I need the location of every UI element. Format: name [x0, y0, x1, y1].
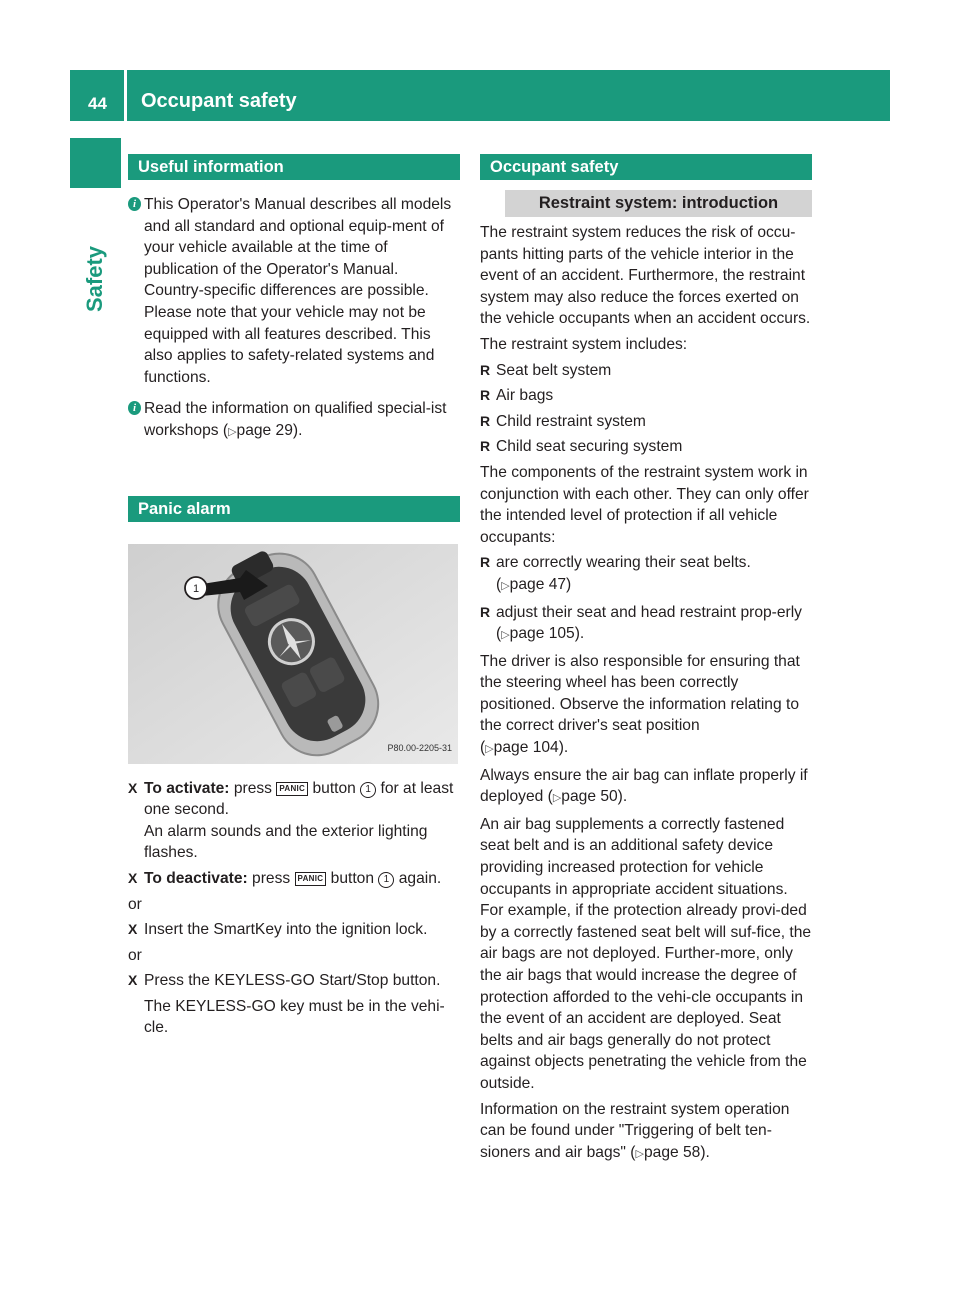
bullet-icon: R [480, 554, 491, 571]
header-title: Occupant safety [141, 90, 297, 112]
page-link[interactable]: page 105 [509, 625, 575, 643]
page-ref-arrow-icon: ▷ [228, 425, 237, 438]
list-item: R are correctly wearing their seat belts. (▷page 47) [480, 554, 751, 593]
bullet-icon: R [480, 603, 491, 620]
info-note [128, 398, 460, 443]
left-column [128, 154, 460, 1039]
step-arrow-icon: X [128, 779, 138, 796]
paragraph: Always ensure the air bag can inflate properly if deployed (▷page 50). [480, 766, 808, 806]
info-note-text: This Operator's Manual describes all models and all standard and optional equip-ment of your vehicle available at the time of publication of the Operator's Manual. Country-specific differences are possible. Please note that your vehicle may not be equipped with all features described. This also applies to safety-related systems and functions. [144, 196, 452, 386]
section-tab-label: Safety [82, 245, 108, 313]
step-arrow-icon: X [128, 869, 138, 886]
occupant-safety-heading: Occupant safety [480, 154, 812, 180]
figure-code: P80.00-2205-31 [387, 742, 452, 753]
paragraph: Information on the restraint system operation can be found under "Triggering of belt ten-sioners and air bags" (▷page 58). [480, 1100, 790, 1161]
or-text: or [128, 946, 142, 964]
paragraph: The components of the restraint system work in conjunction with each other. They can only offer the intended level of protection if all vehicle occupants: [480, 463, 809, 546]
paragraph: The driver is also responsible for ensuring that the steering wheel has been correctly positioned. Observe the information relating to the correct driver's seat position [480, 652, 800, 735]
bullet-icon: R [480, 412, 491, 429]
paragraph: The restraint system includes: [480, 335, 688, 353]
list-item: R Child seat securing system [480, 436, 812, 458]
bullet-icon: R [480, 361, 491, 378]
page-link[interactable]: page 58 [643, 1143, 701, 1161]
panic-button-icon: PANIC [276, 782, 308, 796]
step-press-button: X Press the KEYLESS-GO Start/Stop button. The KEYLESS-GO key must be in the vehi-cle. [128, 970, 460, 1039]
right-column: Occupant safety Restraint system: introduction The restraint system reduces the risk of occu-pants hitting parts of the vehicle interior in the event of an accident. Furthermore, the restraint system may also reduce the forces exerted on the vehicle occupants when an accident occurs. The restraint system includes: R Seat belt system R Air bags R Child restraint system R Child seat securing system The components of the restraint system work in conjunction with each other. They can only offer the intended level of protection if all vehicle occupants: R are correctly wearing their seat belts. (▷page 47) R adjust their seat and head restraint prop-erly (▷page 105). The driver is also responsible for ensuring that the steering wheel has been correctly positioned. Observe the information relating to the correct driver's seat position (▷page 104). Always ensure the air bag can inflate properly if deployed (▷page 50). An air bag supplements a correctly fastened seat belt and is an additional safety device providing increased protection for vehicle occupants in appropriate accident situations. For example, if the protection already provi-ded by a correctly fastened seat belt will suf-fice, the air bags are not deployed. Further-more, only the air bags that would increase the degree of protection afforded to the vehi-cle occupants in the event of an accident are deployed. Seat belts and air bags generally do not protect against objects penetrating the vehicle from the outside. Information on the restraint system operation can be found under "Triggering of belt ten-sioners and air bags" (▷page 58). [480, 154, 812, 1165]
page-ref-arrow-icon: ▷ [635, 1147, 644, 1160]
callout-1-icon: 1 [360, 782, 376, 798]
restraint-intro-heading: Restraint system: introduction [505, 190, 812, 217]
page-header [70, 70, 890, 121]
step-arrow-icon: X [128, 972, 138, 989]
info-icon: i [128, 401, 141, 415]
callout-1-icon: 1 [378, 872, 394, 888]
page-ref-arrow-icon: ▷ [501, 629, 510, 642]
smartkey-figure [128, 544, 458, 764]
bullet-icon: R [480, 438, 491, 455]
panic-alarm-heading: Panic alarm [128, 496, 460, 522]
useful-info-heading: Useful information [128, 154, 460, 180]
list-item: R adjust their seat and head restraint prop-erly (▷page 105). [480, 603, 802, 643]
page-link[interactable]: page 104 [493, 739, 559, 757]
info-note-text: Read the information on qualified special-ist workshops (▷page 29). [144, 400, 447, 439]
step-activate: X To activate: press PANIC button 1 for at least one second. An alarm sounds and the exterior lighting flashes. [128, 778, 460, 864]
page-ref-arrow-icon: ▷ [485, 743, 494, 756]
page-link[interactable]: page 50 [561, 788, 618, 806]
step-deactivate: X To deactivate: press PANIC button 1 again. [128, 868, 460, 890]
smartkey-illustration [128, 544, 458, 764]
page-link[interactable]: page 47 [509, 575, 567, 593]
panic-button-icon: PANIC [295, 872, 327, 886]
section-tab [70, 244, 121, 314]
step-press-note: The KEYLESS-GO key must be in the vehi-cle. [144, 997, 445, 1037]
list-item: R Child restraint system [480, 411, 812, 433]
header-divider [124, 70, 127, 121]
list-item: R Air bags [480, 385, 812, 407]
page-ref-arrow-icon: ▷ [552, 792, 562, 805]
figure-callout-label: 1 [192, 582, 200, 595]
step-insert-key: X Insert the SmartKey into the ignition lock. [128, 919, 460, 941]
section-tab-marker [70, 138, 121, 188]
page-link[interactable]: page 29 [236, 421, 293, 439]
info-note [128, 194, 460, 388]
page-ref-arrow-icon: ▷ [501, 579, 510, 592]
step-arrow-icon: X [128, 921, 138, 938]
bullet-icon: R [480, 387, 491, 404]
paragraph: The restraint system reduces the risk of occu-pants hitting parts of the vehicle interior in the event of an accident. Furthermore, the restraint system may also reduce the forces exerted on the vehicle occupants when an accident occurs. [480, 224, 811, 328]
page-number: 44 [88, 94, 107, 113]
list-item: R Seat belt system [480, 360, 812, 382]
paragraph: An air bag supplements a correctly fastened seat belt and is an additional safety device providing increased protection for vehicle occupants in appropriate accident situations. For example, if the protection already provi-ded by a correctly fastened seat belt will suf-fice, the air bags are not deployed. Further-more, only the air bags that would increase the degree of protection afforded to the vehi-cle occupants in the event of an accident are deployed. Seat belts and air bags generally do not protect against objects penetrating the vehicle from the outside. [480, 815, 812, 1092]
activate-note: An alarm sounds and the exterior lighting flashes. [144, 822, 428, 862]
or-text: or [128, 895, 142, 913]
info-icon: i [128, 197, 141, 211]
